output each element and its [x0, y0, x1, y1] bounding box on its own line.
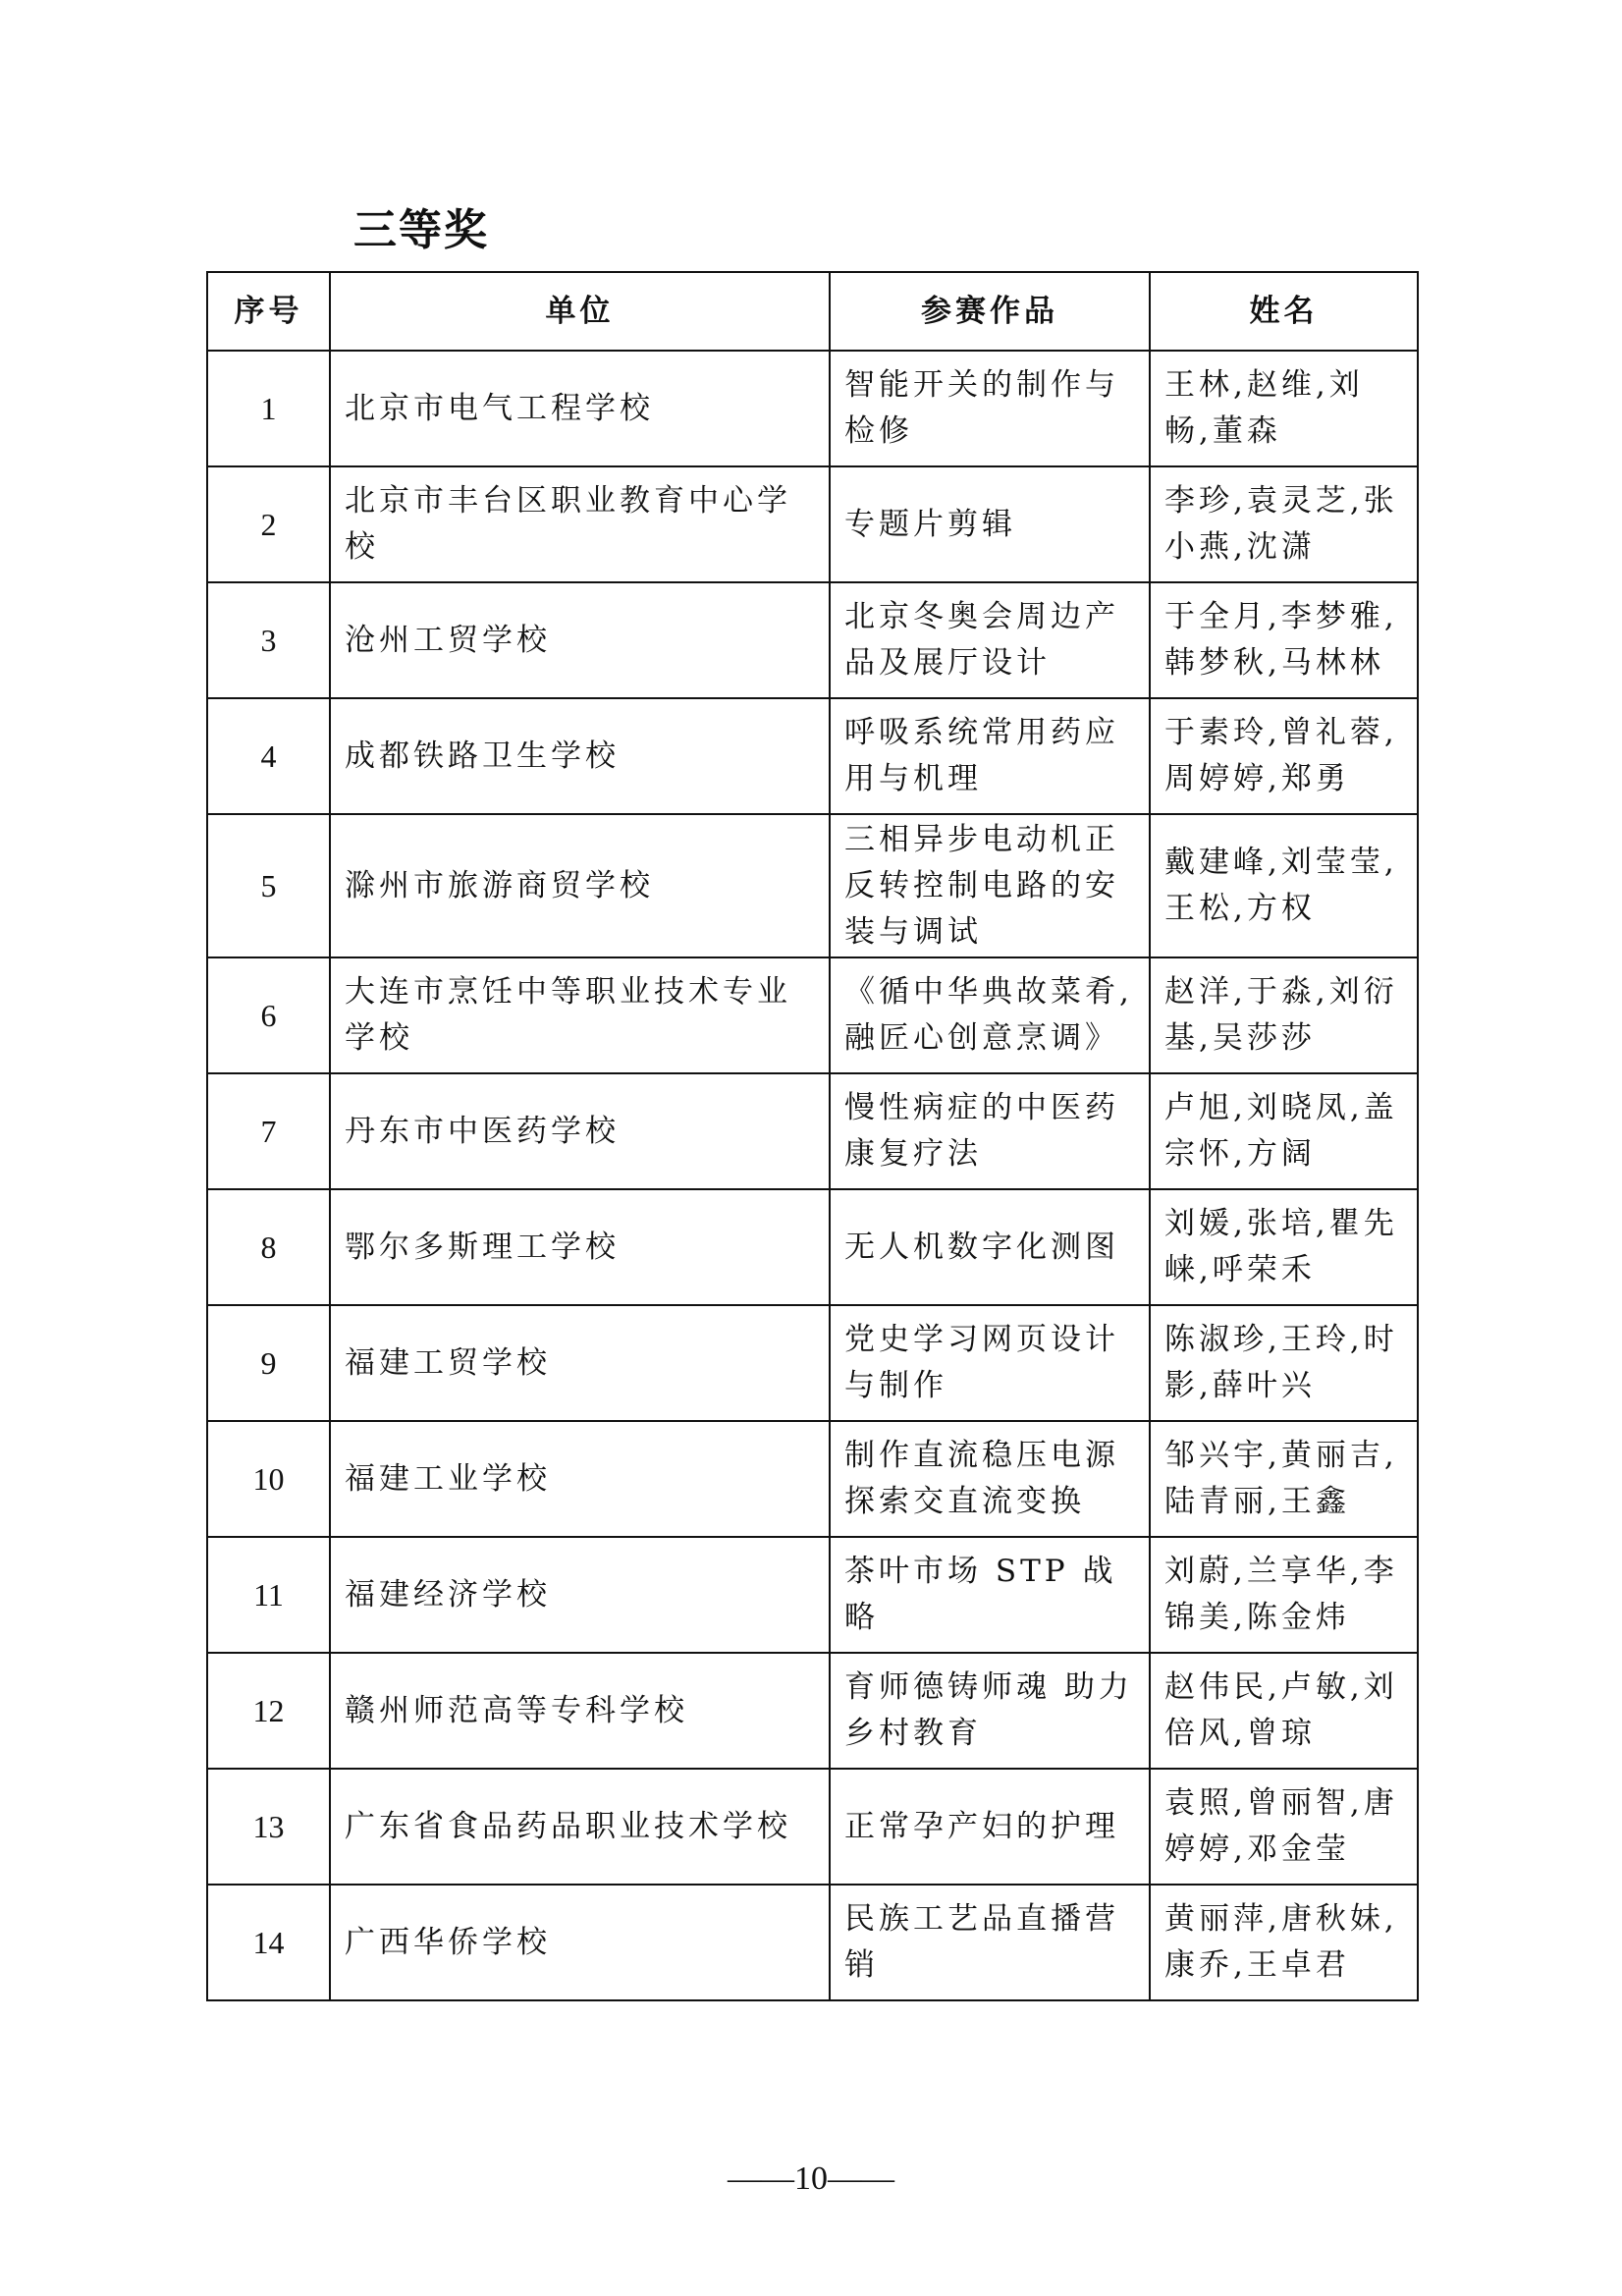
- cell-entry: 呼吸系统常用药应用与机理: [830, 698, 1150, 814]
- cell-unit: 北京市丰台区职业教育中心学校: [330, 466, 830, 582]
- cell-unit: 福建经济学校: [330, 1537, 830, 1653]
- cell-unit: 鄂尔多斯理工学校: [330, 1189, 830, 1305]
- cell-unit: 北京市电气工程学校: [330, 351, 830, 466]
- cell-names: 袁照,曾丽智,唐婷婷,邓金莹: [1150, 1769, 1418, 1885]
- cell-unit: 广西华侨学校: [330, 1885, 830, 2000]
- table-row: [207, 1537, 1418, 1653]
- table-row: [207, 698, 1418, 814]
- cell-names: 赵洋,于淼,刘衍基,吴莎莎: [1150, 957, 1418, 1073]
- page-number: ——10——: [728, 2160, 894, 2197]
- cell-no: 14: [207, 1885, 330, 2000]
- cell-names: 邹兴宇,黄丽吉,陆青丽,王鑫: [1150, 1421, 1418, 1537]
- cell-names: 卢旭,刘晓凤,盖宗怀,方阔: [1150, 1073, 1418, 1189]
- cell-no: 13: [207, 1769, 330, 1885]
- cell-names: 于素玲,曾礼蓉,周婷婷,郑勇: [1150, 698, 1418, 814]
- award-table: [206, 271, 1419, 2001]
- cell-names: 于全月,李梦雅,韩梦秋,马林林: [1150, 582, 1418, 698]
- header-no: 序号: [207, 272, 330, 351]
- table-row: [207, 1073, 1418, 1189]
- cell-unit: 广东省食品药品职业技术学校: [330, 1769, 830, 1885]
- table-row: [207, 814, 1418, 957]
- cell-entry: 正常孕产妇的护理: [830, 1769, 1150, 1885]
- cell-unit: 福建工业学校: [330, 1421, 830, 1537]
- table-row: [207, 1653, 1418, 1769]
- cell-entry: 慢性病症的中医药康复疗法: [830, 1073, 1150, 1189]
- table-header-row: [207, 272, 1418, 351]
- cell-entry: 无人机数字化测图: [830, 1189, 1150, 1305]
- table-row: [207, 351, 1418, 466]
- cell-no: 8: [207, 1189, 330, 1305]
- header-names: 姓名: [1150, 272, 1418, 351]
- table-row: [207, 957, 1418, 1073]
- cell-no: 3: [207, 582, 330, 698]
- cell-entry: 民族工艺品直播营销: [830, 1885, 1150, 2000]
- table-row: [207, 466, 1418, 582]
- cell-entry: 北京冬奥会周边产品及展厅设计: [830, 582, 1150, 698]
- cell-no: 7: [207, 1073, 330, 1189]
- cell-entry: 育师德铸师魂 助力乡村教育: [830, 1653, 1150, 1769]
- cell-no: 5: [207, 814, 330, 957]
- cell-unit: 赣州师范高等专科学校: [330, 1653, 830, 1769]
- cell-no: 1: [207, 351, 330, 466]
- cell-no: 6: [207, 957, 330, 1073]
- cell-no: 12: [207, 1653, 330, 1769]
- cell-no: 2: [207, 466, 330, 582]
- cell-names: 刘蔚,兰享华,李锦美,陈金炜: [1150, 1537, 1418, 1653]
- section-title: 三等奖: [353, 205, 489, 255]
- cell-no: 10: [207, 1421, 330, 1537]
- cell-entry: 《循中华典故菜肴,融匠心创意烹调》: [830, 957, 1150, 1073]
- cell-entry: 智能开关的制作与检修: [830, 351, 1150, 466]
- cell-names: 戴建峰,刘莹莹,王松,方权: [1150, 814, 1418, 957]
- cell-names: 李珍,袁灵芝,张小燕,沈潇: [1150, 466, 1418, 582]
- table-row: [207, 582, 1418, 698]
- cell-entry: 党史学习网页设计与制作: [830, 1305, 1150, 1421]
- cell-no: 11: [207, 1537, 330, 1653]
- table-row: [207, 1421, 1418, 1537]
- cell-names: 黄丽萍,唐秋妹,康乔,王卓君: [1150, 1885, 1418, 2000]
- cell-unit: 大连市烹饪中等职业技术专业学校: [330, 957, 830, 1073]
- cell-entry: 制作直流稳压电源探索交直流变换: [830, 1421, 1150, 1537]
- cell-names: 赵伟民,卢敏,刘倍风,曾琼: [1150, 1653, 1418, 1769]
- cell-names: 陈淑珍,王玲,时影,薛叶兴: [1150, 1305, 1418, 1421]
- cell-entry: 三相异步电动机正反转控制电路的安装与调试: [830, 814, 1150, 957]
- cell-no: 4: [207, 698, 330, 814]
- cell-no: 9: [207, 1305, 330, 1421]
- table-row: [207, 1885, 1418, 2000]
- table-row: [207, 1769, 1418, 1885]
- cell-unit: 沧州工贸学校: [330, 582, 830, 698]
- header-entry: 参赛作品: [830, 272, 1150, 351]
- cell-unit: 福建工贸学校: [330, 1305, 830, 1421]
- cell-names: 王林,赵维,刘畅,董森: [1150, 351, 1418, 466]
- header-unit: 单位: [330, 272, 830, 351]
- cell-entry: 茶叶市场 STP 战略: [830, 1537, 1150, 1653]
- cell-unit: 滁州市旅游商贸学校: [330, 814, 830, 957]
- cell-unit: 成都铁路卫生学校: [330, 698, 830, 814]
- cell-unit: 丹东市中医药学校: [330, 1073, 830, 1189]
- table-row: [207, 1305, 1418, 1421]
- cell-names: 刘媛,张培,瞿先崃,呼荣禾: [1150, 1189, 1418, 1305]
- cell-entry: 专题片剪辑: [830, 466, 1150, 582]
- table-row: [207, 1189, 1418, 1305]
